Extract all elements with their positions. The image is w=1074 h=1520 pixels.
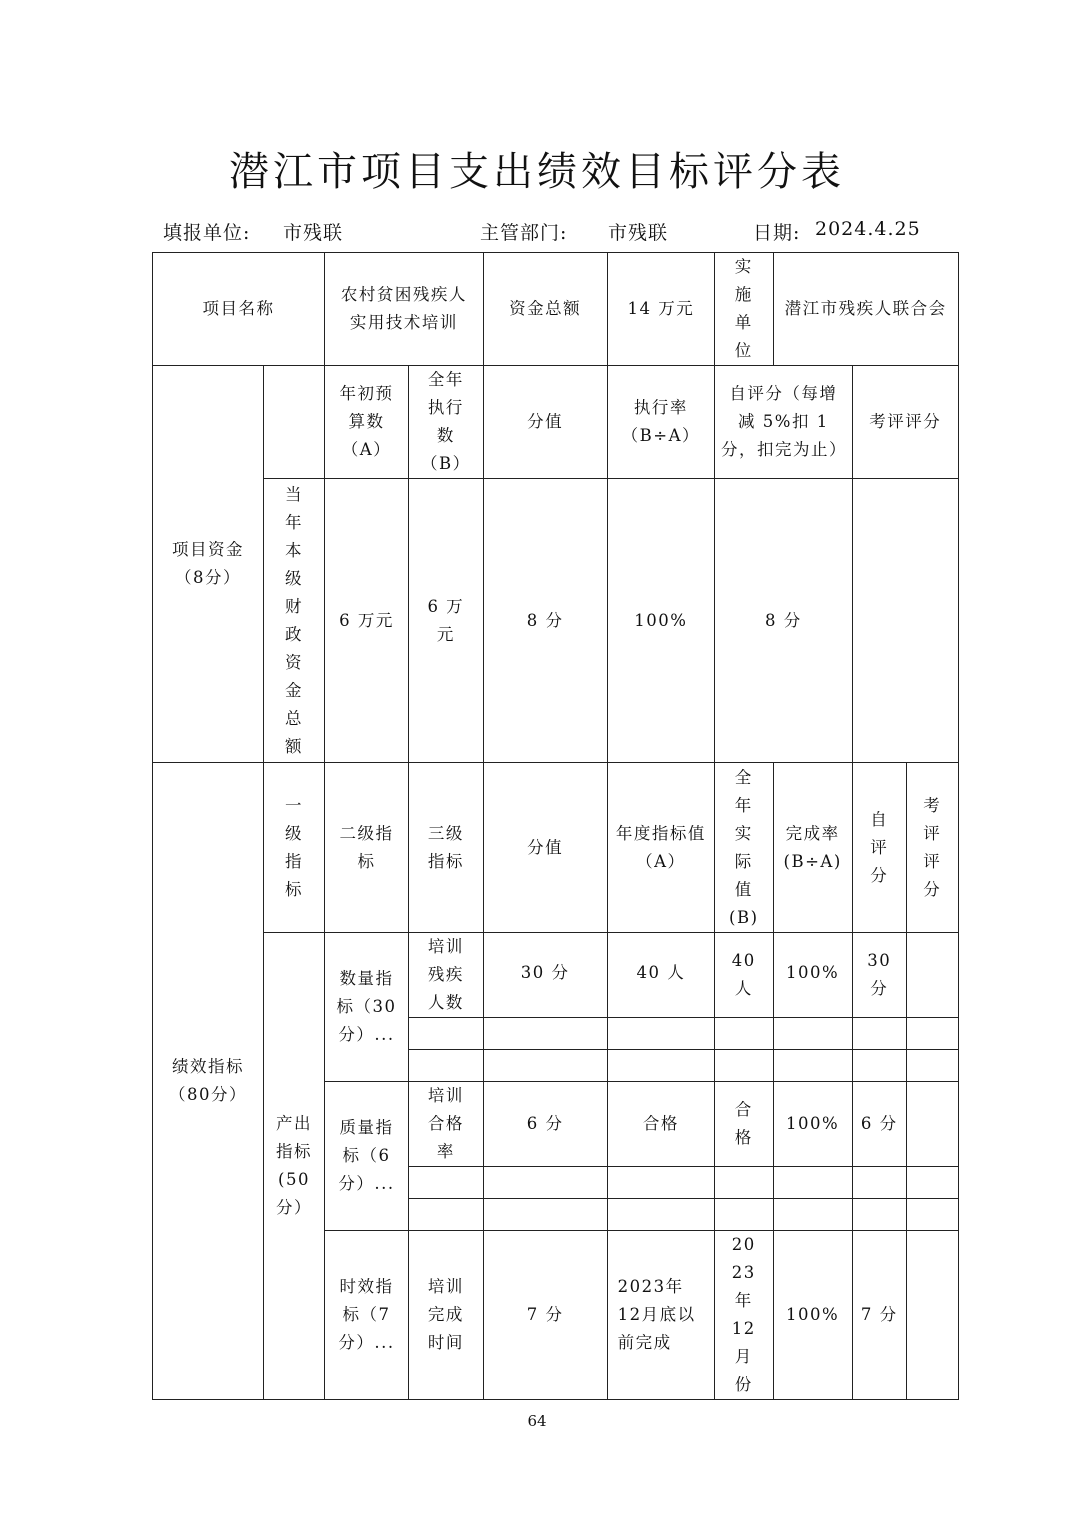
impl-unit: 潜江市残疾人联合会 — [773, 253, 958, 366]
group-actual: 合格 — [715, 1082, 774, 1167]
empty-cell — [773, 1167, 852, 1199]
group-review-score — [906, 1082, 958, 1167]
col-annual-exec: 全年执行数（B） — [409, 366, 484, 479]
empty-cell — [852, 1050, 906, 1082]
empty-cell — [483, 1167, 607, 1199]
col-self-score: 自评分（每增减 5%扣 1 分，扣完为止） — [715, 366, 853, 479]
col-exec-rate: 执行率（B÷A） — [607, 366, 714, 479]
funds-blank-cell — [264, 366, 325, 479]
empty-cell — [409, 1167, 484, 1199]
empty-cell — [607, 1018, 714, 1050]
group-level2: 时效指标（7分）... — [325, 1231, 409, 1400]
group-level3: 培训合格率 — [409, 1082, 484, 1167]
empty-cell — [906, 1018, 958, 1050]
col-level1: 一级指标 — [264, 763, 325, 933]
group-level2: 数量指标（30分）... — [325, 933, 409, 1082]
col-annual-target: 年度指标值（A） — [607, 763, 714, 933]
impl-unit-label: 实施单位 — [715, 253, 774, 366]
empty-cell — [715, 1050, 774, 1082]
col-review-score: 考评评分 — [852, 366, 958, 479]
group-review-score — [906, 933, 958, 1018]
empty-cell — [906, 1167, 958, 1199]
group-level2: 质量指标（6分）... — [325, 1082, 409, 1231]
page-number: 64 — [527, 1412, 547, 1430]
group-completion: 100% — [773, 1082, 852, 1167]
dept-value: 市残联 — [608, 222, 669, 244]
group-score: 30 分 — [483, 933, 607, 1018]
empty-cell — [607, 1167, 714, 1199]
group-self-score: 30 分 — [852, 933, 906, 1018]
group-level3: 培训完成时间 — [409, 1231, 484, 1400]
group-target: 2023年12月底以前完成 — [607, 1231, 714, 1400]
perf-section-label: 绩效指标（80分） — [153, 763, 264, 1400]
col-level2: 二级指标 — [325, 763, 409, 933]
empty-cell — [773, 1018, 852, 1050]
empty-cell — [852, 1018, 906, 1050]
group-self-score: 6 分 — [852, 1082, 906, 1167]
empty-cell — [409, 1199, 484, 1231]
date-value: 2024.4.25 — [815, 218, 921, 240]
group-score: 6 分 — [483, 1082, 607, 1167]
empty-cell — [906, 1199, 958, 1231]
empty-cell — [715, 1199, 774, 1231]
col-perf-review-score: 考评评分 — [906, 763, 958, 933]
project-name-label: 项目名称 — [153, 253, 325, 366]
dept-label: 主管部门: — [480, 222, 568, 244]
header-info — [163, 218, 921, 250]
total-funds-label: 资金总额 — [483, 253, 607, 366]
empty-cell — [607, 1050, 714, 1082]
empty-cell — [607, 1199, 714, 1231]
funds-score: 8 分 — [483, 479, 607, 763]
col-actual: 全年实际值(B) — [715, 763, 774, 933]
empty-cell — [409, 1018, 484, 1050]
empty-cell — [715, 1167, 774, 1199]
initial-budget: 6 万元 — [325, 479, 409, 763]
group-completion: 100% — [773, 933, 852, 1018]
group-level3: 培训残疾人数 — [409, 933, 484, 1018]
col-score: 分值 — [483, 366, 607, 479]
score-table — [152, 252, 959, 1400]
funds-review-score — [852, 479, 958, 763]
col-completion: 完成率(B÷A) — [773, 763, 852, 933]
group-review-score — [906, 1231, 958, 1400]
group-target: 40 人 — [607, 933, 714, 1018]
funds-self-score: 8 分 — [715, 479, 853, 763]
group-completion: 100% — [773, 1231, 852, 1400]
unit-value: 市残联 — [283, 222, 344, 244]
exec-rate: 100% — [607, 479, 714, 763]
level1-output: 产出指标(50分） — [264, 933, 325, 1400]
empty-cell — [773, 1050, 852, 1082]
col-initial-budget: 年初预算数（A） — [325, 366, 409, 479]
group-target: 合格 — [607, 1082, 714, 1167]
empty-cell — [483, 1050, 607, 1082]
project-name: 农村贫困残疾人实用技术培训 — [325, 253, 484, 366]
page-title: 潜江市项目支出绩效目标评分表 — [229, 149, 845, 195]
empty-cell — [483, 1018, 607, 1050]
group-actual: 2023年12月份 — [715, 1231, 774, 1400]
empty-cell — [852, 1199, 906, 1231]
col-perf-score: 分值 — [483, 763, 607, 933]
col-perf-self-score: 自评分 — [852, 763, 906, 933]
group-actual: 40 人 — [715, 933, 774, 1018]
unit-label: 填报单位: — [163, 222, 251, 244]
funds-row-label: 当年本级财政资金总额 — [264, 479, 325, 763]
empty-cell — [773, 1199, 852, 1231]
empty-cell — [409, 1050, 484, 1082]
empty-cell — [483, 1199, 607, 1231]
group-self-score: 7 分 — [852, 1231, 906, 1400]
total-funds: 14 万元 — [607, 253, 714, 366]
empty-cell — [852, 1167, 906, 1199]
empty-cell — [715, 1018, 774, 1050]
date-label: 日期: — [753, 222, 801, 244]
funds-section-label: 项目资金（8分） — [153, 366, 264, 763]
col-level3: 三级指标 — [409, 763, 484, 933]
group-score: 7 分 — [483, 1231, 607, 1400]
empty-cell — [906, 1050, 958, 1082]
annual-exec: 6 万元 — [409, 479, 484, 763]
